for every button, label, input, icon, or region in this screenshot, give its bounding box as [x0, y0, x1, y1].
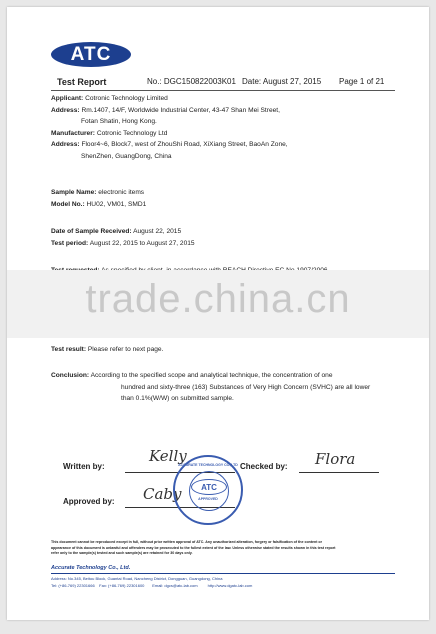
approved-by-label: Approved by: — [63, 497, 115, 506]
report-number: No.: DGC150822003K01 — [147, 77, 236, 86]
stamp-center: ATC — [191, 479, 227, 495]
applicant-section: Applicant: Cotronic Technology Limited Address: Rm.1407, 14/F, Worldwide Industrial Center, 43-47 Shan Mei Street, Fotan Shatin, Hong Kong. Manufacturer: Cotronic Technology Ltd Address: Floor4~6, Block7, west of ZhouShi Road, XiXiang Street, BaoAn Zone, ShenZhen, GuangDong, China — [51, 95, 288, 160]
watermark: trade.china.cn — [85, 277, 351, 321]
sample-section: Sample Name: electronic items Model No.: HU02, VM01, SMD1 — [51, 189, 147, 208]
atc-logo: ATC — [51, 42, 131, 67]
test-result: Test result: Please refer to next page. — [51, 346, 164, 353]
conclusion-section: Conclusion: According to the specified scope and analytical technique, the concentration of one hundred and sixty-three (163) Substances of Very High Concern (SVHC) are all lower than 0.1%(W/W) on submitted sample. — [51, 372, 371, 402]
header-divider — [51, 90, 395, 91]
stamp-top-text: ACCURATE TECHNOLOGY CO.,LTD — [178, 463, 238, 467]
footer-divider — [51, 573, 395, 574]
checked-by-line — [299, 472, 379, 473]
report-date: Date: August 27, 2015 — [242, 77, 322, 86]
stamp-bottom-text: APPROVED — [198, 497, 218, 501]
signature-checked: Flora — [315, 450, 356, 468]
footer-contact: Tel: (+86-769) 22301666 Fax: (+86-769) 22301600 Email: dgcs@atc-lab.com http://www.dgatc-lab.com — [51, 583, 253, 588]
signature-approved: Caby — [143, 485, 182, 503]
approval-stamp — [173, 455, 243, 525]
footer-company: Accurate Technology Co., Ltd. — [51, 565, 131, 571]
checked-by-label: Checked by: — [240, 462, 288, 471]
written-by-label: Written by: — [63, 462, 105, 471]
footer-address: Address: No.345, Beitou Block, Guantai Road, Nancheng District, Dongguan, Guangdong, China — [51, 576, 223, 581]
signature-written: Kelly — [149, 447, 187, 465]
report-title: Test Report — [57, 77, 107, 87]
report-page — [7, 7, 429, 620]
date-section: Date of Sample Received: August 22, 2015 Test period: August 22, 2015 to August 27, 2015 — [51, 228, 195, 247]
disclaimer: This document cannot be reproduced except in full, without prior written approval of ATC. Any unauthorized alteration, forgery or falsification of the content or appearance of this document is unlawful and offenders may be prosecuted to the fullest extent of the law. Unless otherwise stated the results shown in this test report refer only to the sample(s) tested and such sample(s) are retained for 30 days only. — [51, 540, 336, 555]
page-number: Page 1 of 21 — [339, 77, 385, 86]
